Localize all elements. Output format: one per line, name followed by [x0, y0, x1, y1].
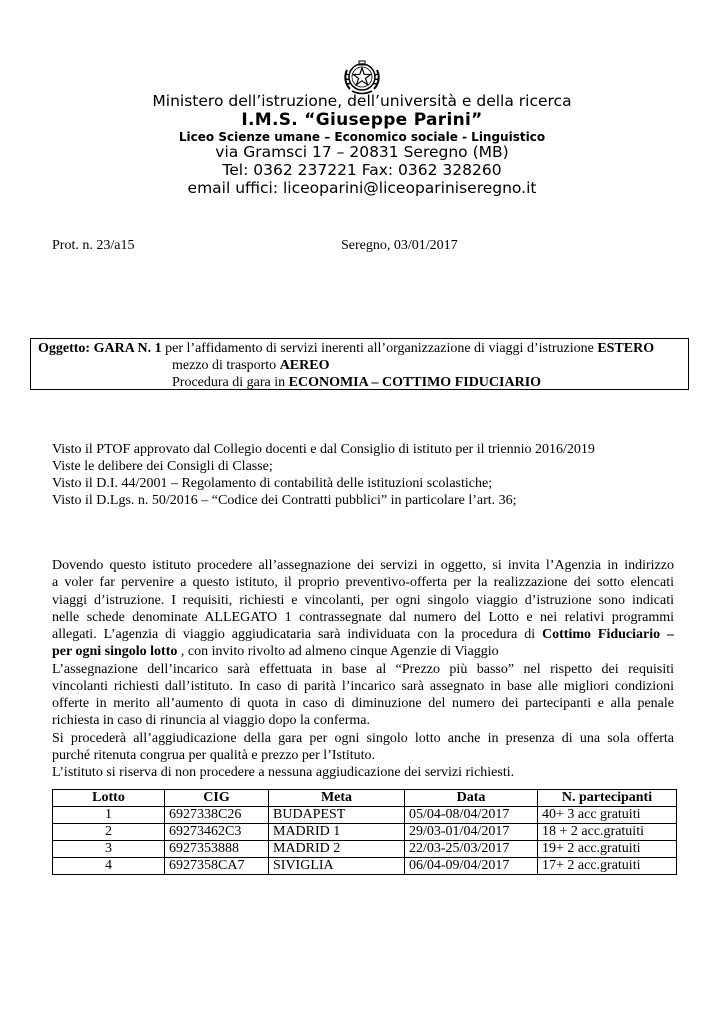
- cell-cig: 6927338C26: [165, 807, 269, 824]
- school-email: email uffici: liceoparini@liceopariniseregno.it: [187, 179, 537, 197]
- subject-line-1: [38, 340, 654, 357]
- cell-lotto: 2: [53, 824, 165, 841]
- cell-partecipanti: 40+ 3 acc gratuiti: [538, 807, 677, 824]
- subject-line-2: [172, 357, 329, 374]
- body-line-6-bold: per ogni singolo lotto: [52, 644, 178, 660]
- body-line-5-bold: Cottimo Fiduciario –: [542, 627, 674, 642]
- body-line-6-text: , con invito rivolto ad almeno cinque Agenzie di Viaggio: [177, 644, 499, 660]
- body-line: viaggi d’istruzione. I requisiti, richiesti e vincolanti, per ogni singolo viaggio d’istruzione sono indicati: [52, 592, 674, 608]
- header-data: Data: [405, 790, 538, 807]
- subject-line-3: [172, 374, 541, 391]
- subject-box: [30, 338, 689, 390]
- subject-label: Oggetto: GARA N. 1: [38, 341, 162, 356]
- body-line: offerte in merito all’aumento di quota in caso di diminuzione del numero dei partecipanti e alla penale: [52, 696, 674, 711]
- subject-line-2-text: mezzo di trasporto: [172, 358, 280, 373]
- cell-cig: 6927353888: [165, 841, 269, 858]
- cell-cig: 6927358CA7: [165, 858, 269, 875]
- table-row: [53, 841, 677, 858]
- body-line: Si procederà all’aggiudicazione della gara per ogni singolo lotto anche in presenza di una sola offerta: [52, 730, 674, 746]
- body-line: a voler far pervenire a questo istituto, il proprio preventivo-offerta per la realizzazione dei sotto elencati: [52, 575, 674, 591]
- cell-cig: 69273462C3: [165, 824, 269, 841]
- body-line: nelle schede denominate ALLEGATO 1 contrassegnate dal numero del Lotto e nei relativi programmi: [52, 609, 674, 625]
- place-date: Seregno, 03/01/2017: [341, 238, 458, 253]
- table-row: [53, 858, 677, 875]
- subject-line-3-text: Procedura di gara in: [172, 375, 289, 390]
- table-row: [53, 807, 677, 824]
- subject-line-1-bold: ESTERO: [597, 341, 655, 356]
- cell-data: 22/03-25/03/2017: [405, 841, 538, 858]
- body-line: L’assegnazione dell’incarico sarà effettuata in base al “Prezzo più basso” nel rispetto dei requisiti: [52, 661, 674, 677]
- visto-line: Visto il D.Lgs. n. 50/2016 – “Codice dei Contratti pubblici” in particolare l’art. 36;: [52, 493, 517, 508]
- table-row: [53, 824, 677, 841]
- visti-list: [52, 441, 595, 509]
- visto-line: Visto il PTOF approvato dal Collegio docenti e dal Consiglio di istituto per il triennio 2016/2019: [52, 442, 595, 457]
- header-partecipanti: N. partecipanti: [538, 790, 677, 807]
- italian-republic-emblem-icon: [342, 58, 382, 96]
- header-lotto: Lotto: [53, 790, 165, 807]
- visto-line: Visto il D.I. 44/2001 – Regolamento di contabilità delle istituzioni scolastiche;: [52, 476, 493, 491]
- header-cig: CIG: [165, 790, 269, 807]
- cell-partecipanti: 19+ 2 acc.gratuiti: [538, 841, 677, 858]
- body-line: Dovendo questo istituto procedere all’assegnazione dei servizi in oggetto, si invita l’Agenzia in indirizzo: [52, 558, 674, 573]
- cell-lotto: 4: [53, 858, 165, 875]
- school-program: Liceo Scienze umane – Economico sociale - Linguistico: [178, 130, 546, 144]
- ministry-name: Ministero dell’istruzione, dell’università e della ricerca: [152, 92, 572, 110]
- subject-line-1-text: per l’affidamento di servizi inerenti all’organizzazione di viaggi d’istruzione: [161, 341, 598, 356]
- cell-meta: SIVIGLIA: [269, 858, 405, 875]
- cell-partecipanti: 17+ 2 acc.gratuiti: [538, 858, 677, 875]
- cell-data: 06/04-09/04/2017: [405, 858, 538, 875]
- body-line: richiesta in caso di rinuncia al viaggio dopo la conferma.: [52, 713, 371, 729]
- header-meta: Meta: [269, 790, 405, 807]
- cell-partecipanti: 18 + 2 acc.gratuiti: [538, 824, 677, 841]
- body-line: [52, 626, 674, 643]
- school-address: via Gramsci 17 – 20831 Seregno (MB): [215, 143, 509, 161]
- body-line: vincolanti richiesti dall’istituto. In caso di parità l’incarico sarà assegnato in base alle migliori condizioni: [52, 678, 674, 694]
- protocol-number: Prot. n. 23/a15: [52, 238, 135, 253]
- cell-data: 05/04-08/04/2017: [405, 807, 538, 824]
- cell-meta: MADRID 2: [269, 841, 405, 858]
- body-line-5-text: allegati. L’agenzia di viaggio aggiudicataria sarà individuata con la procedura di: [52, 627, 543, 642]
- body-text: [52, 557, 674, 781]
- body-line: [52, 643, 674, 660]
- cell-meta: BUDAPEST: [269, 807, 405, 824]
- cell-lotto: 3: [53, 841, 165, 858]
- subject-line-3-bold: ECONOMIA – COTTIMO FIDUCIARIO: [288, 375, 542, 390]
- cell-lotto: 1: [53, 807, 165, 824]
- school-phone: Tel: 0362 237221 Fax: 0362 328260: [222, 161, 502, 179]
- visto-line: Viste le delibere dei Consigli di Classe;: [52, 459, 273, 474]
- school-name: I.M.S. “Giuseppe Parini”: [241, 110, 483, 130]
- table-header-row: [53, 790, 677, 807]
- subject-line-2-bold: AEREO: [279, 358, 330, 373]
- cell-data: 29/03-01/04/2017: [405, 824, 538, 841]
- body-line: L’istituto si riserva di non procedere a nessuna aggiudicazione dei servizi richiesti.: [52, 765, 515, 780]
- body-line: purché ritenuta congrua per qualità e prezzo per l’Istituto.: [52, 747, 376, 763]
- lots-table: [52, 789, 677, 875]
- cell-meta: MADRID 1: [269, 824, 405, 841]
